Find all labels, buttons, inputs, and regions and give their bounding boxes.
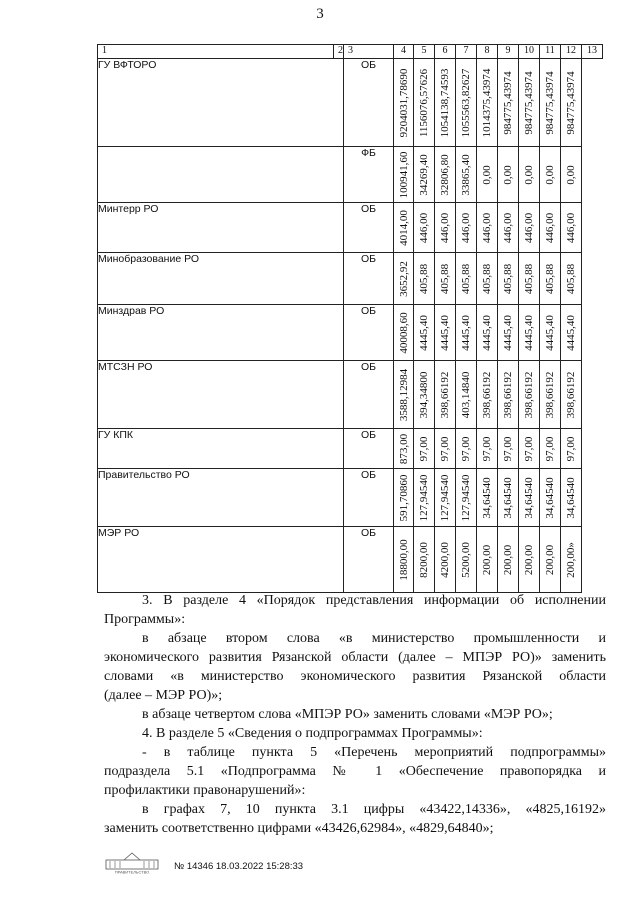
header-cell: 8 [477, 45, 498, 59]
row-fund-source: ОБ [344, 253, 394, 305]
value-text: 984775,43974 [565, 70, 577, 135]
value-text: 398,66192 [481, 371, 493, 418]
value-text: 100941,60 [397, 151, 410, 198]
row-agency-name: Минздрав РО [98, 305, 344, 361]
value-cell [435, 253, 456, 305]
value-text: 984775,43974 [523, 70, 535, 135]
value-text: 984775,43974 [502, 70, 514, 135]
value-cell [394, 253, 414, 305]
value-text: 984775,43974 [544, 70, 556, 135]
value-cell [435, 469, 456, 527]
value-text: 446,00 [523, 212, 535, 243]
government-building-icon [104, 848, 160, 874]
table-row [98, 429, 603, 469]
value-text: 97,00 [502, 436, 514, 461]
header-cell: 2 [334, 45, 344, 59]
value-text: 200,00» [565, 541, 577, 578]
value-text: 873,00 [397, 433, 410, 464]
value-cell [540, 469, 561, 527]
value-text: 200,00 [502, 544, 514, 575]
table-header-row [98, 45, 603, 59]
value-text: 0,00 [544, 164, 556, 185]
paragraph-5-line1: - в таблице пункта 5 «Перечень мероприятий подпрограммы» [142, 745, 606, 760]
section-text [104, 591, 606, 838]
paragraph-3-line2: Программы»: [104, 612, 186, 627]
paragraph-2-line1: в абзаце втором слова «в министерство промышленности и [142, 631, 606, 646]
value-cell [540, 527, 561, 593]
row-agency-name: МТСЗН РО [98, 361, 344, 429]
value-cell [498, 253, 519, 305]
value-cell [519, 429, 540, 469]
value-cell [519, 59, 540, 147]
value-cell [477, 429, 498, 469]
value-text: 40008,60 [397, 311, 410, 354]
value-text: 3652,92 [397, 260, 410, 297]
value-cell [477, 361, 498, 429]
value-text: 446,00 [439, 212, 451, 243]
header-cell: 4 [394, 45, 414, 59]
value-text: 4445,40 [565, 314, 577, 351]
value-cell [498, 59, 519, 147]
value-cell [477, 305, 498, 361]
table-row [98, 469, 603, 527]
row-fund-source: ОБ [344, 361, 394, 429]
value-text: 4445,40 [544, 314, 556, 351]
value-text: 127,94540 [418, 474, 430, 521]
value-cell [414, 203, 435, 253]
value-text: 446,00 [544, 212, 556, 243]
value-cell [456, 253, 477, 305]
value-text: 4445,40 [460, 314, 472, 351]
value-cell [561, 59, 582, 147]
value-text: 591,70860 [397, 474, 410, 521]
value-text: 405,88 [439, 263, 451, 294]
paragraph-5-line2: подраздела 5.1 «Подпрограмма № 1 «Обеспечение правопорядка и [104, 764, 606, 779]
value-text: 34,64540 [565, 476, 577, 519]
value-cell [456, 527, 477, 593]
paragraph-6-line2: заменить соответственно цифрами «43426,62984», «4829,64840»; [104, 821, 494, 836]
value-cell [519, 527, 540, 593]
value-cell [498, 527, 519, 593]
value-cell [394, 147, 414, 203]
value-text: 398,66192 [439, 371, 451, 418]
value-text: 3588,12984 [397, 368, 410, 421]
table-row [98, 361, 603, 429]
table-row [98, 59, 603, 147]
value-text: 32806,80 [439, 153, 451, 196]
value-text: 200,00 [544, 544, 556, 575]
value-text: 405,88 [565, 263, 577, 294]
value-text: 34,64540 [523, 476, 535, 519]
value-cell [477, 59, 498, 147]
value-text: 405,88 [460, 263, 472, 294]
value-text: 405,88 [418, 263, 430, 294]
value-cell [519, 305, 540, 361]
value-cell [456, 469, 477, 527]
value-text: 398,66192 [544, 371, 556, 418]
value-text: 4014,00 [397, 209, 410, 246]
value-text: 405,88 [502, 263, 514, 294]
value-cell [456, 305, 477, 361]
value-cell [435, 59, 456, 147]
value-text: 398,66192 [523, 371, 535, 418]
value-text: 405,88 [481, 263, 493, 294]
paragraph-6-line1: в графах 7, 10 пункта 3.1 цифры «43422,14336», «4825,16192» [142, 802, 606, 817]
value-text: 398,66192 [502, 371, 514, 418]
value-cell [477, 527, 498, 593]
value-text: 0,00 [523, 164, 535, 185]
value-text: 0,00 [565, 164, 577, 185]
value-cell [456, 59, 477, 147]
value-cell [540, 203, 561, 253]
value-cell [540, 147, 561, 203]
value-cell [456, 203, 477, 253]
value-cell [519, 469, 540, 527]
value-cell [498, 469, 519, 527]
paragraph-5-line3: профилактики правонарушений»: [104, 783, 306, 798]
value-text: 4200,00 [439, 541, 451, 578]
value-cell [561, 361, 582, 429]
value-cell [414, 527, 435, 593]
value-text: 18800,00 [397, 538, 410, 581]
value-text: 97,00 [460, 436, 472, 461]
row-fund-source: ОБ [344, 429, 394, 469]
value-cell [394, 527, 414, 593]
row-agency-name: ГУ КПК [98, 429, 344, 469]
value-text: 127,94540 [460, 474, 472, 521]
value-text: 33865,40 [460, 153, 472, 196]
value-cell [561, 429, 582, 469]
header-cell: 5 [414, 45, 435, 59]
value-text: 1014375,43974 [481, 68, 493, 137]
value-cell [435, 203, 456, 253]
value-text: 1055563,82627 [460, 68, 472, 137]
value-cell [435, 147, 456, 203]
row-agency-name: Правительство РО [98, 469, 344, 527]
row-agency-name: ГУ ВФТОРО [98, 59, 344, 147]
paragraph-2-line4: (далее – МЭР РО)»; [104, 688, 223, 703]
value-text: 97,00 [565, 436, 577, 461]
value-cell [519, 147, 540, 203]
value-text: 446,00 [565, 212, 577, 243]
value-text: 97,00 [418, 436, 430, 461]
value-cell [561, 147, 582, 203]
value-cell [435, 527, 456, 593]
value-cell [394, 203, 414, 253]
value-text: 403,14840 [460, 371, 472, 418]
value-cell [414, 253, 435, 305]
row-agency-name: Минобразование РО [98, 253, 344, 305]
header-cell: 1 [98, 45, 334, 59]
value-cell [561, 253, 582, 305]
value-cell [540, 305, 561, 361]
doc-stamp: № 14346 18.03.2022 15:28:33 [174, 861, 304, 872]
row-agency-name: МЭР РО [98, 527, 344, 593]
value-cell [540, 59, 561, 147]
value-cell [498, 203, 519, 253]
value-cell [456, 429, 477, 469]
paragraph-3-line1: 3. В разделе 4 «Порядок представления информации об исполнении [142, 593, 606, 608]
table-row [98, 147, 603, 203]
value-cell [394, 469, 414, 527]
value-text: 1156076,57626 [418, 68, 430, 137]
value-text: 5200,00 [460, 541, 472, 578]
value-cell [519, 203, 540, 253]
row-fund-source: ОБ [344, 469, 394, 527]
value-cell [477, 469, 498, 527]
budget-table [97, 44, 603, 593]
value-cell [498, 147, 519, 203]
row-fund-source: ОБ [344, 59, 394, 147]
value-cell [540, 253, 561, 305]
value-text: 8200,00 [418, 541, 430, 578]
header-cell: 9 [498, 45, 519, 59]
value-text: 97,00 [439, 436, 451, 461]
value-text: 446,00 [502, 212, 514, 243]
row-fund-source: ФБ [344, 147, 394, 203]
value-text: 34,64540 [502, 476, 514, 519]
value-text: 394,34800 [418, 371, 430, 418]
value-text: 97,00 [481, 436, 493, 461]
value-cell [435, 361, 456, 429]
value-cell [477, 203, 498, 253]
value-cell [561, 203, 582, 253]
value-cell [477, 253, 498, 305]
value-text: 97,00 [544, 436, 556, 461]
value-text: 4445,40 [502, 314, 514, 351]
paragraph-3: в абзаце четвертом слова «МПЭР РО» заменить словами «МЭР РО»; [142, 707, 553, 722]
value-text: 4445,40 [418, 314, 430, 351]
value-text: 398,66192 [565, 371, 577, 418]
header-cell: 10 [519, 45, 540, 59]
value-text: 97,00 [523, 436, 535, 461]
value-cell [540, 429, 561, 469]
value-cell [456, 147, 477, 203]
row-fund-source: ОБ [344, 305, 394, 361]
value-text: 34269,40 [418, 153, 430, 196]
header-cell: 13 [582, 45, 603, 59]
value-text: 405,88 [544, 263, 556, 294]
value-cell [414, 305, 435, 361]
value-cell [519, 361, 540, 429]
value-text: 4445,40 [481, 314, 493, 351]
value-cell [456, 361, 477, 429]
value-text: 446,00 [418, 212, 430, 243]
value-text: 1054138,74593 [439, 68, 451, 137]
row-agency-name: Минтерр РО [98, 203, 344, 253]
value-cell [540, 361, 561, 429]
table-row [98, 203, 603, 253]
value-cell [414, 429, 435, 469]
value-text: 4445,40 [523, 314, 535, 351]
table-row [98, 253, 603, 305]
value-cell [414, 469, 435, 527]
value-text: 405,88 [523, 263, 535, 294]
value-cell [394, 59, 414, 147]
value-cell [435, 429, 456, 469]
value-text: 9204031,78690 [397, 68, 410, 137]
header-cell: 6 [435, 45, 456, 59]
value-text: 34,64540 [544, 476, 556, 519]
value-text: 200,00 [523, 544, 535, 575]
page-number: 3 [316, 6, 324, 22]
table-row [98, 527, 603, 593]
paragraph-2-line3: словами «в министерство экономического развития Рязанской области [104, 669, 606, 684]
value-text: 446,00 [460, 212, 472, 243]
value-text: 0,00 [502, 164, 514, 185]
header-cell: 11 [540, 45, 561, 59]
value-cell [414, 361, 435, 429]
value-cell [394, 429, 414, 469]
value-cell [394, 305, 414, 361]
value-text: 127,94540 [439, 474, 451, 521]
value-cell [498, 305, 519, 361]
value-cell [498, 429, 519, 469]
value-text: 0,00 [481, 164, 493, 185]
value-cell [414, 147, 435, 203]
table-row [98, 305, 603, 361]
value-cell [498, 361, 519, 429]
row-fund-source: ОБ [344, 527, 394, 593]
value-cell [519, 253, 540, 305]
value-cell [561, 469, 582, 527]
seal-caption: ПРАВИТЕЛЬСТВО [114, 869, 150, 874]
value-cell [561, 527, 582, 593]
row-fund-source: ОБ [344, 203, 394, 253]
value-cell [414, 59, 435, 147]
paragraph-2-line2: экономического развития Рязанской области (далее – МПЭР РО)» заменить [104, 650, 606, 665]
row-agency-name [98, 147, 344, 203]
value-text: 34,64540 [481, 476, 493, 519]
header-cell: 7 [456, 45, 477, 59]
paragraph-4: 4. В разделе 5 «Сведения о подпрограммах Программы»: [142, 726, 483, 741]
header-cell: 3 [344, 45, 394, 59]
value-text: 200,00 [481, 544, 493, 575]
value-text: 446,00 [481, 212, 493, 243]
value-text: 4445,40 [439, 314, 451, 351]
value-cell [477, 147, 498, 203]
value-cell [394, 361, 414, 429]
value-cell [561, 305, 582, 361]
value-cell [435, 305, 456, 361]
footer [104, 848, 504, 878]
header-cell: 12 [561, 45, 582, 59]
